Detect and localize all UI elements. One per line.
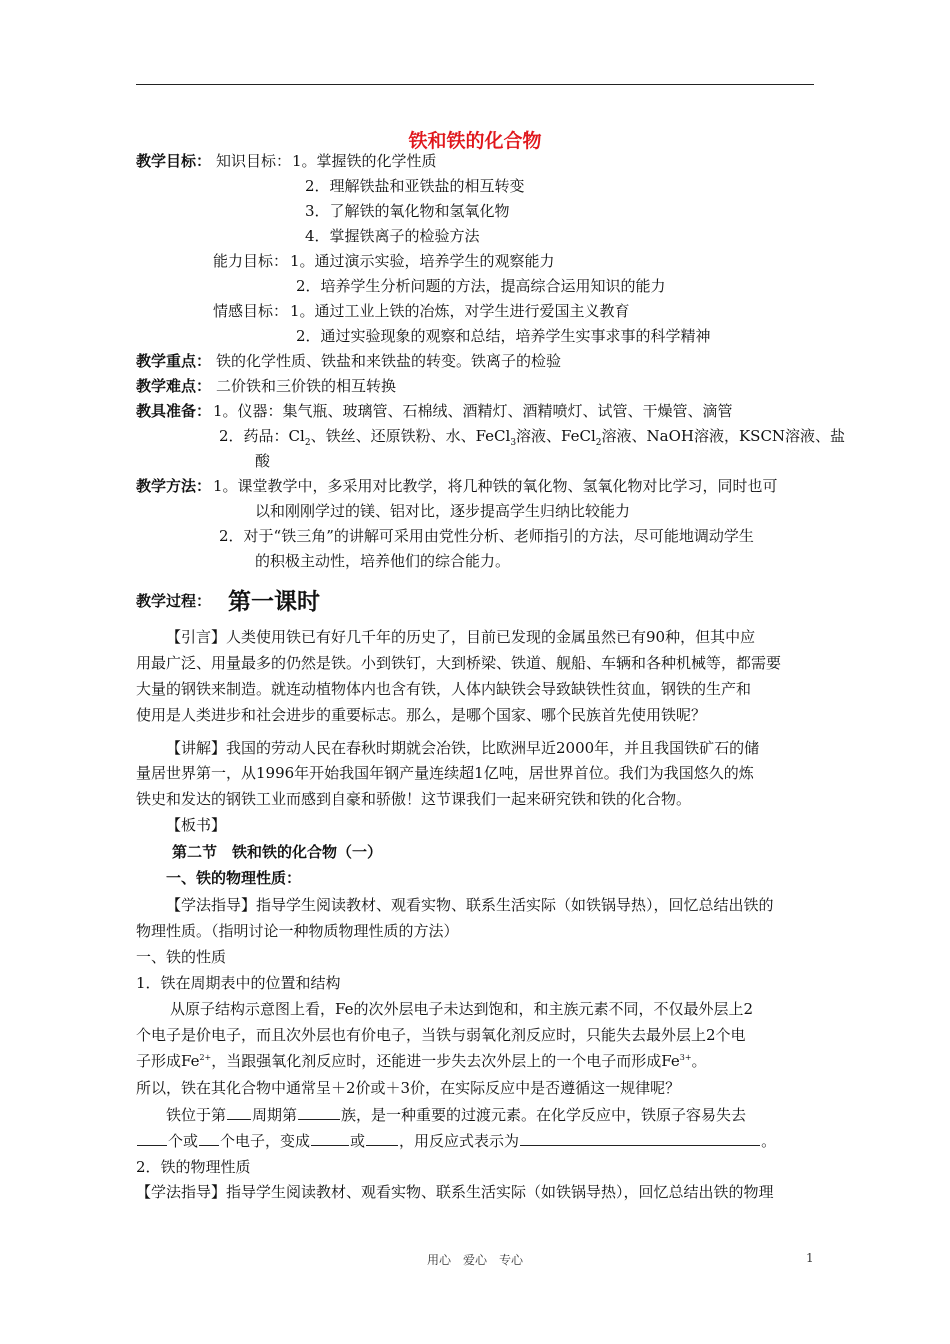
- blank-ion-2[interactable]: [366, 1131, 398, 1146]
- intro-line-4: 使用是人类进步和社会进步的重要标志。那么，是哪个国家、哪个民族首先使用铁呢？: [136, 706, 707, 724]
- methods-line-1: 1。课堂教学中，多采用对比教学，将几种铁的氧化物、氢氧化物对比学习，同时也可: [213, 477, 778, 495]
- emotion-label: 情感目标：: [213, 302, 289, 320]
- knowledge-item-1: 1。掌握铁的化学性质: [292, 152, 437, 170]
- blank-group[interactable]: [298, 1105, 340, 1120]
- difficulties-label: 教学难点：: [136, 377, 212, 395]
- ability-item-1: 1。通过演示实验，培养学生的观察能力: [290, 252, 555, 270]
- preparation-reagents-cont: 酸: [255, 452, 271, 470]
- ability-label: 能力目标：: [213, 252, 289, 270]
- knowledge-item-2: 2．理解铁盐和亚铁盐的相互转变: [305, 177, 525, 195]
- page-number: 1: [806, 1251, 814, 1265]
- ability-item-2: 2．培养学生分析问题的方法，提高综合运用知识的能力: [296, 277, 666, 295]
- study-guide-line-2: 物理性质。（指明讨论一种物质物理性质的方法）: [136, 922, 459, 940]
- blank-period[interactable]: [227, 1105, 251, 1120]
- document-title: 铁和铁的化合物: [408, 130, 542, 152]
- intro-line-3: 大量的钢铁来制造。就连动植物体内也含有铁，人体内缺铁会导致缺铁性贫血，钢铁的生产和: [136, 680, 752, 698]
- study-guide-2: 【学法指导】指导学生阅读教材、观看实物、联系生活实际（如铁锅导热），回忆总结出铁的物理: [136, 1183, 774, 1201]
- methods-label: 教学方法：: [136, 477, 212, 495]
- header-rule: [136, 84, 814, 85]
- intro-line-1: 【引言】人类使用铁已有好几千年的历史了，目前已发现的金属虽然已有90种，但其中应: [166, 628, 756, 646]
- board-label: 【板书】: [166, 816, 227, 834]
- knowledge-label: 知识目标：: [216, 152, 292, 170]
- preparation-reagents: 2．药品：$Cl_2$、铁丝、还原铁粉、水、FeCl$_3$溶液、FeCl$_2$溶液、NaOH溶液，KSCN溶液、盐: [219, 427, 846, 448]
- heading-iron-properties: 一、铁的性质: [136, 948, 227, 966]
- methods-line-2: 以和刚刚学过的镁、铝对比，逐步提高学生归纳比较能力: [255, 502, 631, 520]
- difficulties-text: 二价铁和三价铁的相互转换: [216, 377, 397, 395]
- intro-line-2: 用最广泛、用量最多的仍然是铁。小到铁钉，大到桥梁、铁道、舰船、车辆和各种机械等，都需要: [136, 654, 782, 672]
- blank-ion-1[interactable]: [311, 1131, 349, 1146]
- structure-line-2: 个电子是价电子，而且次外层也有价电子，当铁与弱氧化剂反应时，只能失去最外层上2个电: [136, 1026, 746, 1044]
- explain-line-3: 铁史和发达的钢铁工业而感到自豪和骄傲！这节课我们一起来研究铁和铁的化合物。: [136, 790, 692, 808]
- heading-physical-properties: 2．铁的物理性质: [136, 1158, 251, 1176]
- structure-line-1: 从原子结构示意图上看，Fe的次外层电子未达到饱和，和主族元素不同，不仅最外层上2: [170, 1000, 754, 1018]
- objectives-label: 教学目标：: [136, 152, 212, 170]
- blank-equation[interactable]: [520, 1131, 760, 1146]
- section-heading: 第二节 铁和铁的化合物（一）: [172, 843, 383, 861]
- explain-line-1: 【讲解】我国的劳动人民在春秋时期就会冶铁，比欧洲早近2000年，并且我国铁矿石的储: [166, 739, 760, 757]
- fill-blank-line-1: 铁位于第 周期第 族，是一种重要的过渡元素。在化学反应中，铁原子容易失去: [166, 1106, 747, 1124]
- methods-line-4: 的积极主动性，培养他们的综合能力。: [255, 552, 511, 570]
- preparation-instruments: 1。仪器：集气瓶、玻璃管、石棉绒、酒精灯、酒精喷灯、试管、干燥管、滴管: [213, 402, 733, 420]
- lesson-heading: 第一课时: [228, 589, 320, 615]
- preparation-label: 教具准备：: [136, 402, 212, 420]
- emotion-item-2: 2．通过实验现象的观察和总结，培养学生实事求事的科学精神: [296, 327, 711, 345]
- study-guide-line-1: 【学法指导】指导学生阅读教材、观看实物、联系生活实际（如铁锅导热），回忆总结出铁的: [166, 896, 774, 914]
- fill-blank-line-2: 个或 个电子，变成 或 ，用反应式表示为 。: [136, 1131, 776, 1151]
- key-points-text: 铁的化学性质、铁盐和来铁盐的转变。铁离子的检验: [216, 352, 562, 370]
- structure-line-3: 子形成$Fe^{2+}$，当跟强氧化剂反应时，还能进一步失去次外层上的一个电子而形成$Fe^{3+}$。: [136, 1052, 707, 1070]
- knowledge-item-4: 4．掌握铁离子的检验方法: [305, 227, 480, 245]
- emotion-item-1: 1。通过工业上铁的冶炼，对学生进行爱国主义教育: [290, 302, 630, 320]
- knowledge-item-3: 3．了解铁的氧化物和氢氧化物: [305, 202, 510, 220]
- key-points-label: 教学重点：: [136, 352, 212, 370]
- subsection-heading: 一、铁的物理性质：: [166, 869, 302, 887]
- process-label: 教学过程：: [136, 592, 212, 610]
- structure-line-4: 所以，铁在其化合物中通常呈＋2价或＋3价，在实际反应中是否遵循这一规律呢？: [136, 1079, 681, 1097]
- blank-electrons-1[interactable]: [137, 1131, 167, 1146]
- heading-position-structure: 1．铁在周期表中的位置和结构: [136, 974, 341, 992]
- page-footer: 用心 爱心 专心: [426, 1253, 523, 1267]
- methods-line-3: 2．对于“铁三角”的讲解可采用由党性分析、老师指引的方法，尽可能地调动学生: [219, 527, 754, 545]
- explain-line-2: 量居世界第一，从1996年开始我国年钢产量连续超1亿吨，居世界首位。我们为我国悠久的炼: [136, 764, 754, 782]
- blank-electrons-2[interactable]: [199, 1131, 219, 1146]
